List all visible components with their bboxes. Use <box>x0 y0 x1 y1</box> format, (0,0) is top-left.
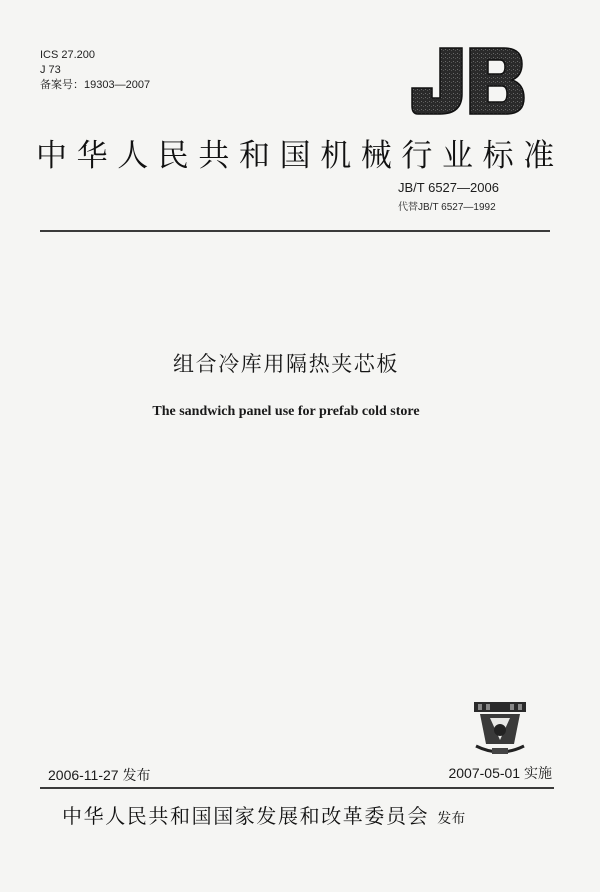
document-title-english: The sandwich panel use for prefab cold store <box>152 404 420 419</box>
registration-number: 备案号：19303—2007 <box>40 79 151 91</box>
issue-date: 2006-11-27 发布 <box>48 767 151 783</box>
classification-block <box>40 48 150 93</box>
issuer-line <box>62 800 562 829</box>
document-title-chinese: 组合冷库用隔热夹芯板 <box>173 352 399 376</box>
issuer-verb: 发布 <box>437 811 466 827</box>
org-standard-title: 中华人民共和国机械行业标准 <box>36 138 564 174</box>
standard-number: JB/T 6527—2006 <box>398 180 499 195</box>
effective-date: 2007-05-01 实施 <box>448 765 552 781</box>
issuer-name: 中华人民共和国国家发展和改革委员会 <box>62 804 430 828</box>
classification-code: J 73 <box>40 64 61 76</box>
replaces-standard: 代替JB/T 6527—1992 <box>398 202 496 213</box>
issuing-authority-emblem-icon <box>470 700 530 758</box>
ics-code: ICS 27.200 <box>40 49 96 61</box>
header-divider <box>40 230 550 232</box>
footer-divider <box>40 787 554 789</box>
jb-logo-icon <box>408 44 528 118</box>
